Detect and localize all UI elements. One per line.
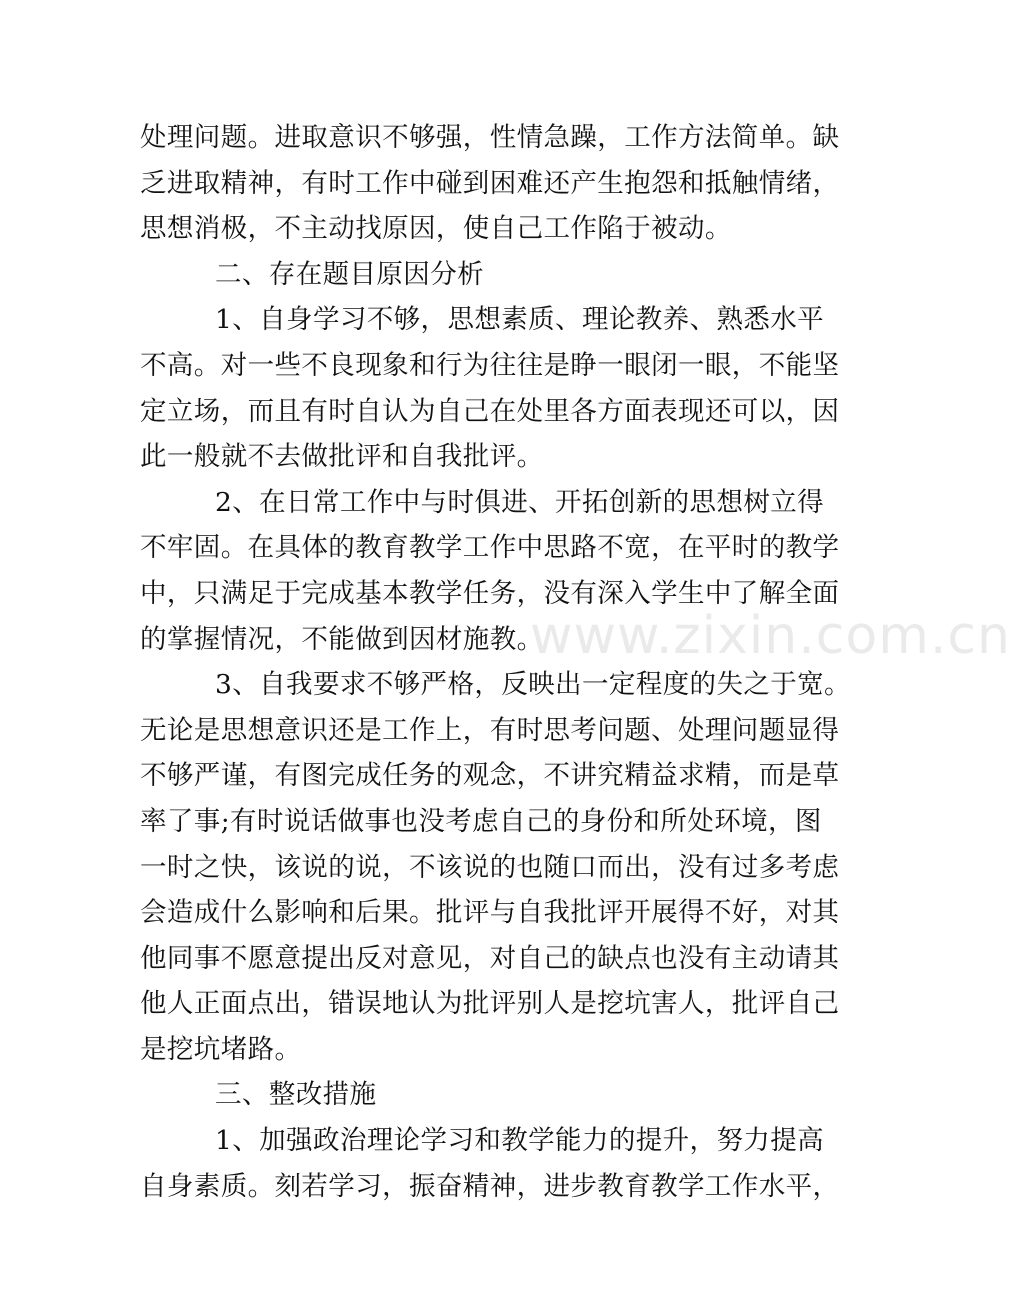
text-line: 处理问题。进取意识不够强，性情急躁，工作方法简单。缺 (140, 122, 840, 153)
text-line: 一时之快，该说的说，不该说的也随口而出，没有过多考虑 (140, 851, 840, 883)
text-line: 中，只满足于完成基本教学任务，没有深入学生中了解全面 (140, 577, 840, 609)
text-line: 定立场，而且有时自认为自己在处里各方面表现还可以，因 (140, 395, 840, 427)
text-line: 思想消极，不主动找原因，使自己工作陷于被动。 (140, 213, 732, 245)
text-line: 他同事不愿意提出反对意见，对自己的缺点也没有主动请其 (140, 942, 840, 974)
text-line: 此一般就不去做批评和自我批评。 (140, 441, 544, 473)
text-line: 乏进取精神，有时工作中碰到困难还产生抱怨和抵触情绪， (140, 167, 840, 199)
text-line: 自身素质。刻若学习，振奋精神，进步教育教学工作水平， (140, 1170, 840, 1202)
text-line: 率了事;有时说话做事也没考虑自己的身份和所处环境，图 (140, 805, 822, 837)
paragraph-start: 1、加强政治理论学习和教学能力的提升，努力提高 (215, 1125, 825, 1157)
text-line: 的掌握情况，不能做到因材施教。 (140, 623, 544, 655)
text-line: 不够严谨，有图完成任务的观念，不讲究精益求精，而是草 (140, 760, 840, 792)
paragraph-start: 3、自我要求不够严格，反映出一定程度的失之于宽。 (215, 669, 851, 701)
text-line: 他人正面点出，错误地认为批评别人是挖坑害人，批评自己 (140, 988, 840, 1020)
paragraph-start: 2、在日常工作中与时俱进、开拓创新的思想树立得 (215, 486, 825, 518)
text-line: 是挖坑堵路。 (140, 1033, 302, 1065)
document-body (140, 115, 851, 1209)
section-heading: 三、整改措施 (215, 1079, 377, 1111)
watermark: www.zixin.com.cn (530, 606, 1011, 666)
text-line: 不牢固。在具体的教育教学工作中思路不宽，在平时的教学 (140, 532, 840, 564)
text-line: 不高。对一些不良现象和行为往往是睁一眼闭一眼，不能坚 (140, 349, 840, 381)
section-heading: 二、存在题目原因分析 (215, 258, 484, 290)
text-line: 无论是思想意识还是工作上，有时思考问题、处理问题显得 (140, 714, 840, 746)
paragraph-start: 1、自身学习不够，思想素质、理论教养、熟悉水平 (215, 304, 825, 336)
text-line: 会造成什么影响和后果。批评与自我批评开展得不好，对其 (140, 897, 840, 929)
